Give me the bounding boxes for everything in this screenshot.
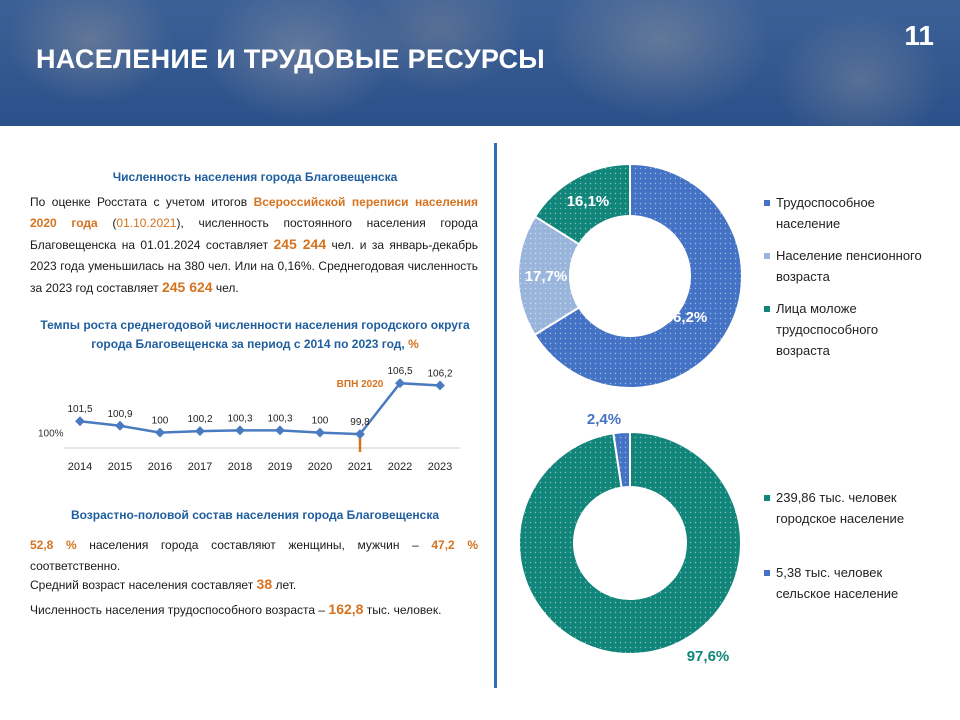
age-sex-title: Возрастно-половой состав населения города Благовещенска: [70, 508, 440, 522]
data-label-2016: 100: [151, 415, 169, 427]
women-percent: 52,8 %: [30, 538, 77, 552]
data-label-2018: 100,3: [227, 413, 253, 425]
population-paragraph: По оценке Росстата с учетом итогов Всероссийской переписи населения 2020 года (01.10.2021), численность постоянного населения города Благовещенска на 01.01.2024 составляет 245 244 чел. и за январь-декабрь 2023 года уменьшилась на 380 чел. Или на 0,16%. Среднегодовая численность за 2023 год составляет 245 624 чел.: [30, 195, 479, 295]
data-label-2019: 100,3: [267, 413, 293, 425]
x-tick-2014: 2014: [67, 461, 93, 473]
age-donut-value-label-0: 66,2%: [664, 309, 708, 326]
data-label-2022: 106,5: [387, 366, 413, 378]
data-label-2017: 100,2: [187, 414, 213, 426]
x-tick-2019: 2019: [267, 461, 293, 473]
labor-force-value: 162,8: [328, 601, 364, 617]
age-donut-value-label-1: 17,7%: [524, 268, 568, 285]
vertical-divider: [494, 143, 497, 688]
data-point-2023: [435, 381, 445, 391]
growth-chart-title: Темпы роста среднегодовой численности населения городского округа города Благовещенска за период с 2014 по 2023 год, %: [40, 318, 470, 351]
x-tick-2015: 2015: [107, 461, 133, 473]
x-tick-2022: 2022: [387, 461, 413, 473]
data-label-2021: 99,8: [350, 417, 370, 429]
labor-force-paragraph: Численность населения трудоспособного возраста – 162,8 тыс. человек.: [30, 601, 442, 617]
population-title: Численность населения города Благовещенска: [112, 170, 398, 184]
data-label-2014: 101,5: [67, 404, 93, 416]
average-age-paragraph: Средний возраст населения составляет 38 лет.: [30, 576, 297, 592]
legend-marker: [764, 306, 770, 312]
census-link-text: Всероссийской переписи населения 2020 года: [30, 195, 479, 230]
age-donut-value-label-2: 16,1%: [566, 193, 610, 210]
legend-marker: [764, 200, 770, 206]
data-point-2014: [75, 416, 85, 426]
data-point-2018: [235, 425, 245, 435]
data-label-2023: 106,2: [427, 368, 453, 380]
page-number: 11: [904, 20, 934, 51]
legend-item-working-age: Трудоспособное население: [764, 192, 875, 234]
legend-item-urban: 239,86 тыс. человек городское население: [764, 487, 904, 529]
x-tick-2017: 2017: [187, 461, 213, 473]
data-point-2015: [115, 421, 125, 431]
urban-donut-value-label-1: 2,4%: [586, 411, 622, 428]
legend-marker: [764, 570, 770, 576]
urban-donut-value-label-0: 97,6%: [686, 648, 730, 665]
data-point-2019: [275, 425, 285, 435]
legend-item-pension-age: Население пенсионного возраста: [764, 245, 922, 287]
x-tick-2023: 2023: [427, 461, 453, 473]
baseline-label: 100%: [38, 428, 64, 440]
legend-item-under-working-age: Лица моложе трудоспособного возраста: [764, 298, 878, 361]
data-point-2020: [315, 428, 325, 438]
x-tick-2020: 2020: [307, 461, 333, 473]
data-label-2020: 100: [311, 415, 329, 427]
average-age-value: 38: [256, 576, 273, 592]
x-tick-2016: 2016: [147, 461, 173, 473]
men-percent: 47,2 %: [431, 538, 479, 552]
census-annotation-label: ВПН 2020: [336, 379, 384, 390]
population-value: 245 244: [273, 236, 327, 252]
age-sex-paragraph: 52,8 % населения города составляют женщины, мужчин – 47,2 % соответственно.: [30, 538, 479, 573]
census-date: 01.10.2021: [116, 216, 177, 230]
data-label-2015: 100,9: [107, 408, 133, 420]
legend-item-rural: 5,38 тыс. человек сельское население: [764, 562, 898, 604]
x-tick-2021: 2021: [347, 461, 373, 473]
x-tick-2018: 2018: [227, 461, 253, 473]
data-point-2017: [195, 426, 205, 436]
legend-marker: [764, 253, 770, 259]
average-population-value: 245 624: [161, 279, 213, 295]
growth-line-chart: [30, 360, 470, 480]
growth-series-line: [80, 383, 440, 434]
legend-marker: [764, 495, 770, 501]
header-banner: [0, 0, 960, 126]
page-title: НАСЕЛЕНИЕ И ТРУДОВЫЕ РЕСУРСЫ: [36, 44, 545, 74]
data-point-2016: [155, 428, 165, 438]
urban-rural-donut-chart: [508, 400, 752, 670]
age-structure-donut-chart: [508, 156, 752, 400]
